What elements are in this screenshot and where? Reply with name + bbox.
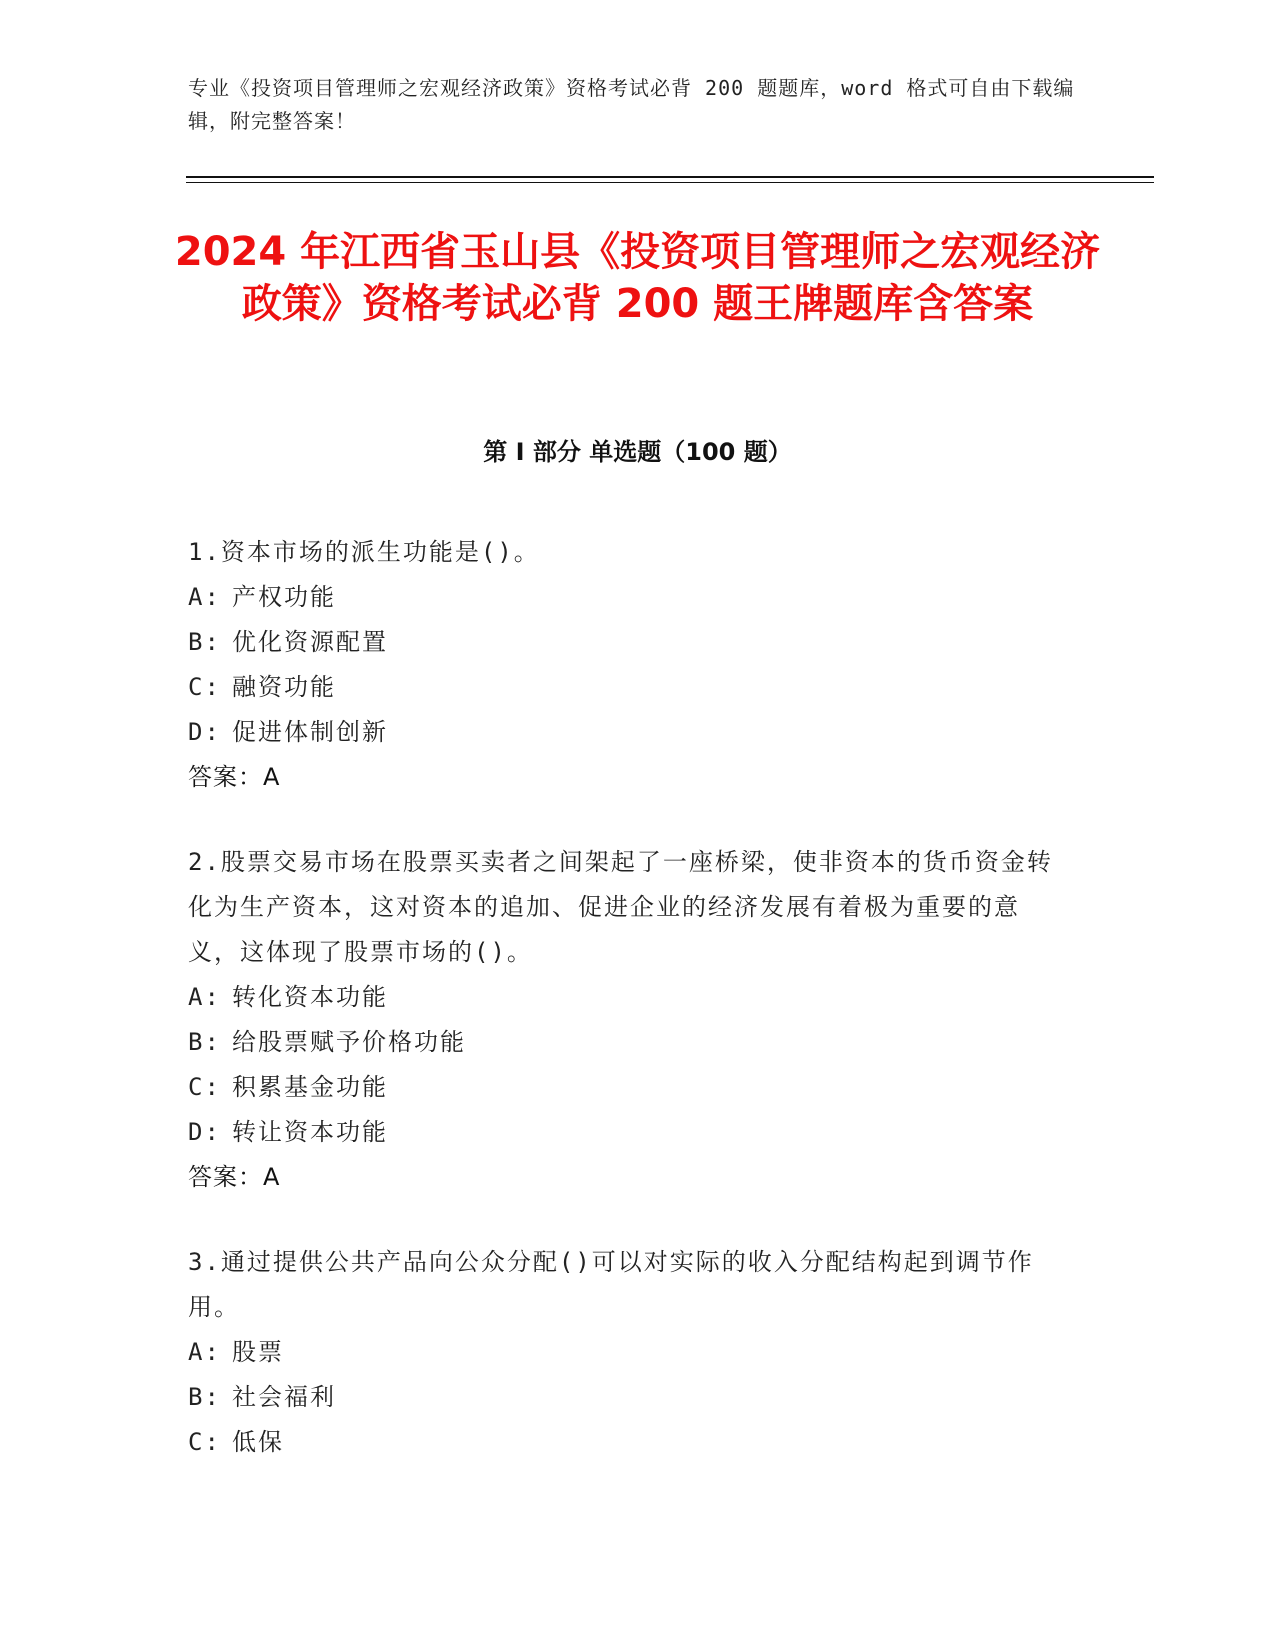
- option-b: [188, 1020, 1068, 1065]
- option-text: 融资功能: [232, 673, 336, 701]
- option-b: [188, 1375, 1068, 1420]
- question-stem: 2.股票交易市场在股票买卖者之间架起了一座桥梁，使非资本的货币资金转化为生产资本，这对资本的追加、促进企业的经济发展有着极为重要的意义，这体现了股票市场的()。: [188, 848, 1053, 966]
- option-c: [188, 1420, 1068, 1465]
- option-c: [188, 665, 1068, 710]
- option-text: 优化资源配置: [232, 628, 388, 656]
- option-text: 积累基金功能: [232, 1073, 388, 1101]
- option-key: A:: [188, 983, 221, 1011]
- option-key: A:: [188, 583, 221, 611]
- option-key: C:: [188, 1073, 221, 1101]
- answer-line: 答案：A: [188, 763, 281, 791]
- header-rule-thin: [186, 182, 1154, 183]
- option-key: C:: [188, 673, 221, 701]
- option-key: D:: [188, 718, 221, 746]
- question-list: [188, 530, 1068, 1505]
- option-text: 转化资本功能: [232, 983, 388, 1011]
- option-a: [188, 975, 1068, 1020]
- option-text: 给股票赋予价格功能: [232, 1028, 466, 1056]
- option-text: 股票: [232, 1338, 284, 1366]
- document-title: 2024 年江西省玉山县《投资项目管理师之宏观经济政策》资格考试必背 200 题王牌题库含答案: [174, 229, 1101, 327]
- option-text: 转让资本功能: [232, 1118, 388, 1146]
- option-text: 产权功能: [232, 583, 336, 611]
- header-note: 专业《投资项目管理师之宏观经济政策》资格考试必背 200 题题库，word 格式可自由下载编辑，附完整答案！: [188, 76, 1075, 133]
- option-b: [188, 620, 1068, 665]
- question-1: [188, 530, 1068, 800]
- option-c: [188, 1065, 1068, 1110]
- option-text: 低保: [232, 1428, 284, 1456]
- option-text: 社会福利: [232, 1383, 336, 1411]
- option-key: C:: [188, 1428, 221, 1456]
- option-text: 促进体制创新: [232, 718, 388, 746]
- option-a: [188, 575, 1068, 620]
- option-d: [188, 1110, 1068, 1155]
- option-a: [188, 1330, 1068, 1375]
- option-key: A:: [188, 1338, 221, 1366]
- question-3: [188, 1240, 1068, 1465]
- question-2: [188, 840, 1068, 1200]
- option-key: B:: [188, 1383, 221, 1411]
- option-d: [188, 710, 1068, 755]
- header-rule-thick: [186, 176, 1154, 178]
- question-stem: 3.通过提供公共产品向公众分配()可以对实际的收入分配结构起到调节作用。: [188, 1248, 1034, 1321]
- section-title: 第 I 部分 单选题（100 题）: [483, 438, 792, 466]
- option-key: D:: [188, 1118, 221, 1146]
- question-stem: 1.资本市场的派生功能是()。: [188, 538, 540, 566]
- option-key: B:: [188, 1028, 221, 1056]
- answer-line: 答案：A: [188, 1163, 281, 1191]
- option-key: B:: [188, 628, 221, 656]
